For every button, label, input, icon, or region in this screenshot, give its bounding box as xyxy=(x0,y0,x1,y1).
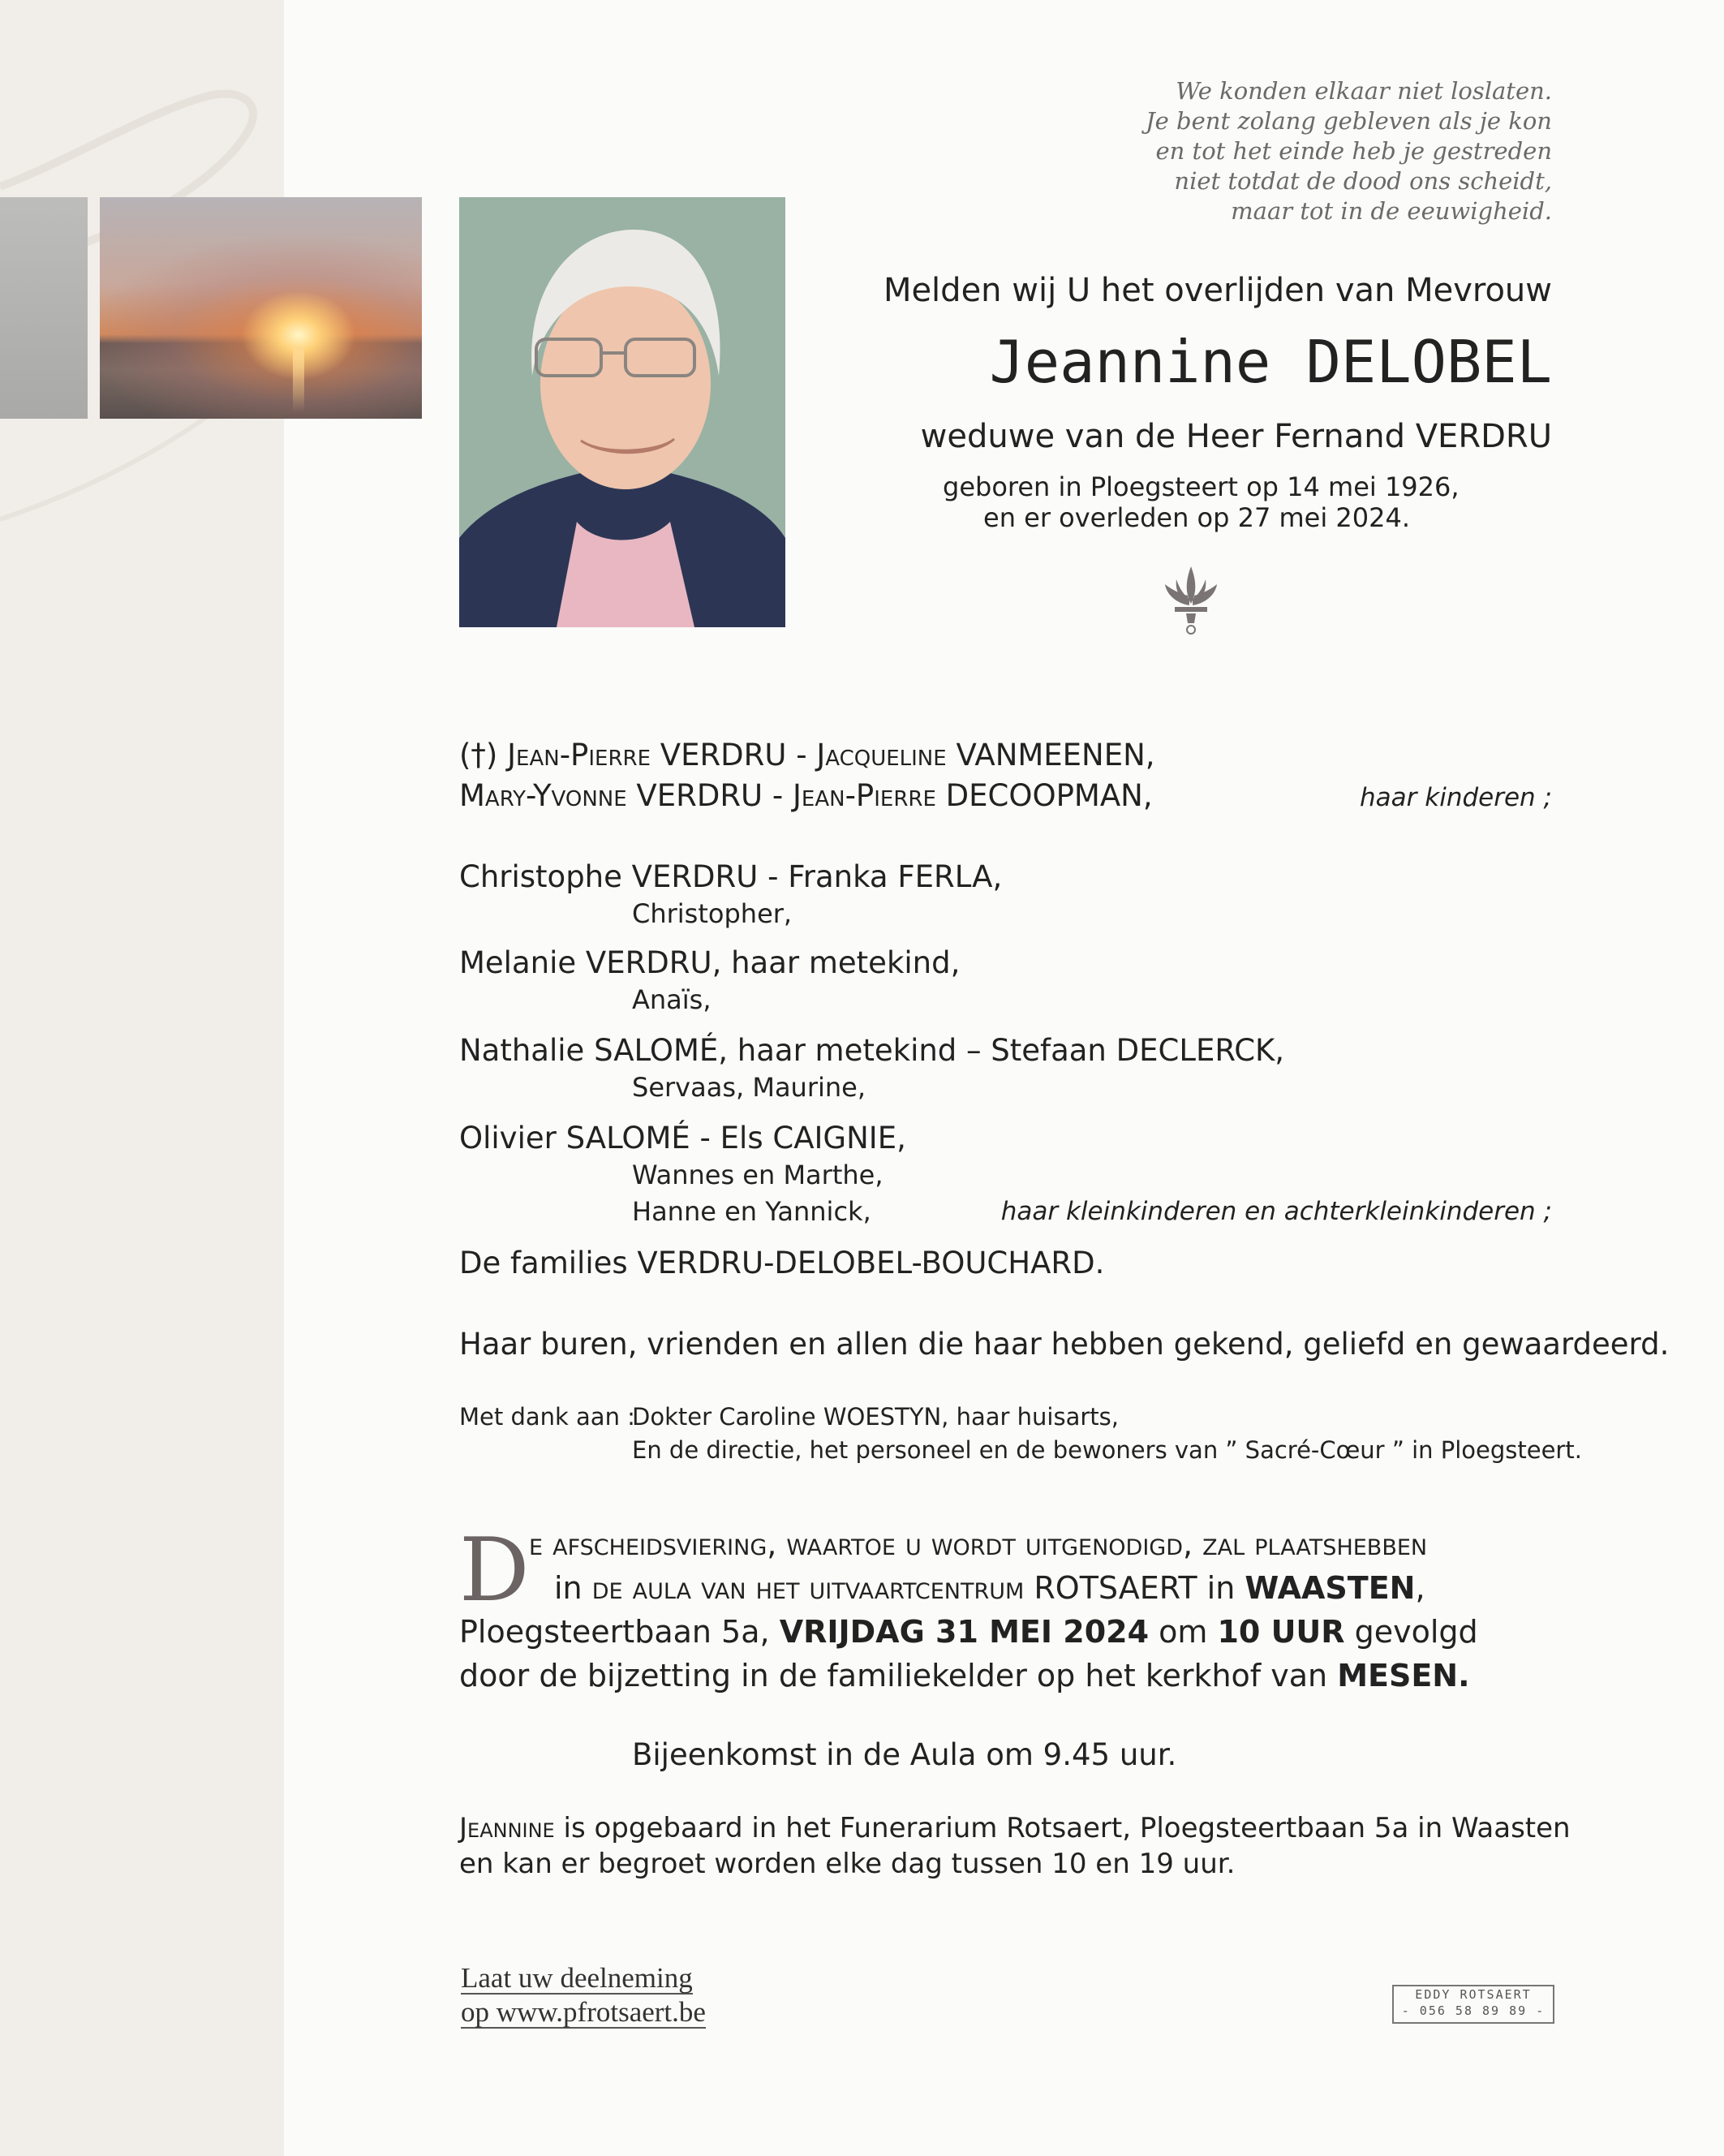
poem-line: en tot het einde heb je gestreden xyxy=(1155,137,1552,165)
thanks-label: Met dank aan : xyxy=(459,1403,635,1431)
drop-cap: D xyxy=(459,1520,530,1621)
condolence-link[interactable]: op www.pfrotsaert.be xyxy=(461,1996,706,2028)
poem-line: niet totdat de dood ons scheidt, xyxy=(1174,167,1552,195)
condolence-text: Laat uw deelneming xyxy=(461,1962,693,1994)
grandchildren-role: haar kleinkinderen en achterkleinkinderen ; xyxy=(1000,1197,1552,1226)
great-grandchild-2: Anaïs, xyxy=(632,984,712,1015)
undertaker-stamp xyxy=(1392,1985,1554,2024)
great-grandchild-4b: Hanne en Yannick, xyxy=(632,1196,871,1227)
grandchild-family-4: Olivier SALOMÉ - Els CAIGNIE, xyxy=(459,1121,906,1155)
children-line-2: Mary-Yvonne VERDRU - Jean-Pierre DECOOPMAN, xyxy=(459,778,1153,813)
deceased-name: Jeannine DELOBEL xyxy=(989,328,1552,396)
neighbours-text: Haar buren, vrienden en allen die haar hebben gekend, geliefd en gewaardeerd. xyxy=(459,1327,1670,1362)
intro-text: Melden wij U het overlijden van Mevrouw xyxy=(883,272,1552,309)
great-grandchild-1: Christopher, xyxy=(632,898,793,929)
death-text: en er overleden op 27 mei 2024. xyxy=(983,502,1411,533)
poem-line: maar tot in de eeuwigheid. xyxy=(1231,197,1552,225)
ceremony-line-4: door de bijzetting in de familiekelder op het kerkhof van MESEN. xyxy=(459,1658,1470,1693)
stamp-line-1: EDDY ROTSAERT xyxy=(1415,1987,1532,2002)
thanks-line-2: En de directie, het personeel en de bewoners van ” Sacré-Cœur ” in Ploegsteert. xyxy=(632,1436,1582,1464)
children-line-1: (†) Jean-Pierre VERDRU - Jacqueline VANMEENEN, xyxy=(459,738,1155,772)
laid-out-line-1: Jeannine is opgebaard in het Funerarium Rotsaert, Ploegsteertbaan 5a in Waasten xyxy=(459,1812,1571,1844)
grandchild-family-1: Christophe VERDRU - Franka FERLA, xyxy=(459,859,1003,894)
portrait-photo xyxy=(459,197,785,627)
ceremony-line-1: e afscheidsviering, waartoe u wordt uitgenodigd, zal plaatshebben xyxy=(529,1526,1428,1562)
poem-line: Je bent zolang gebleven als je kon xyxy=(1146,107,1552,135)
stamp-line-2: - 056 58 89 89 - xyxy=(1401,2003,1546,2018)
fleur-ornament-icon xyxy=(1162,563,1220,636)
birth-text: geboren in Ploegsteert op 14 mei 1926, xyxy=(943,471,1460,502)
ceremony-line-2: in de aula van het uitvaartcentrum ROTSAERT in WAASTEN, xyxy=(554,1570,1425,1606)
poem xyxy=(1065,76,1552,226)
grandchild-family-2: Melanie VERDRU, haar metekind, xyxy=(459,945,961,980)
grey-square-decoration xyxy=(0,197,88,419)
thanks-line-1: Dokter Caroline WOESTYN, haar huisarts, xyxy=(632,1403,1119,1431)
grandchild-family-3: Nathalie SALOMÉ, haar metekind – Stefaan DECLERCK, xyxy=(459,1033,1285,1068)
children-role: haar kinderen ; xyxy=(1360,783,1552,812)
great-grandchild-3: Servaas, Maurine, xyxy=(632,1072,866,1103)
families-text: De families VERDRU-DELOBEL-BOUCHARD. xyxy=(459,1246,1105,1280)
widow-text: weduwe van de Heer Fernand VERDRU xyxy=(920,418,1552,455)
gathering-text: Bijeenkomst in de Aula om 9.45 uur. xyxy=(632,1737,1177,1772)
laid-out-line-2: en kan er begroet worden elke dag tussen 10 en 19 uur. xyxy=(459,1848,1236,1880)
ceremony-line-3: Ploegsteertbaan 5a, VRIJDAG 31 MEI 2024 om 10 UUR gevolgd xyxy=(459,1614,1478,1650)
great-grandchild-4a: Wannes en Marthe, xyxy=(632,1160,883,1190)
poem-line: We konden elkaar niet loslaten. xyxy=(1176,77,1552,105)
sunset-image xyxy=(100,197,422,419)
